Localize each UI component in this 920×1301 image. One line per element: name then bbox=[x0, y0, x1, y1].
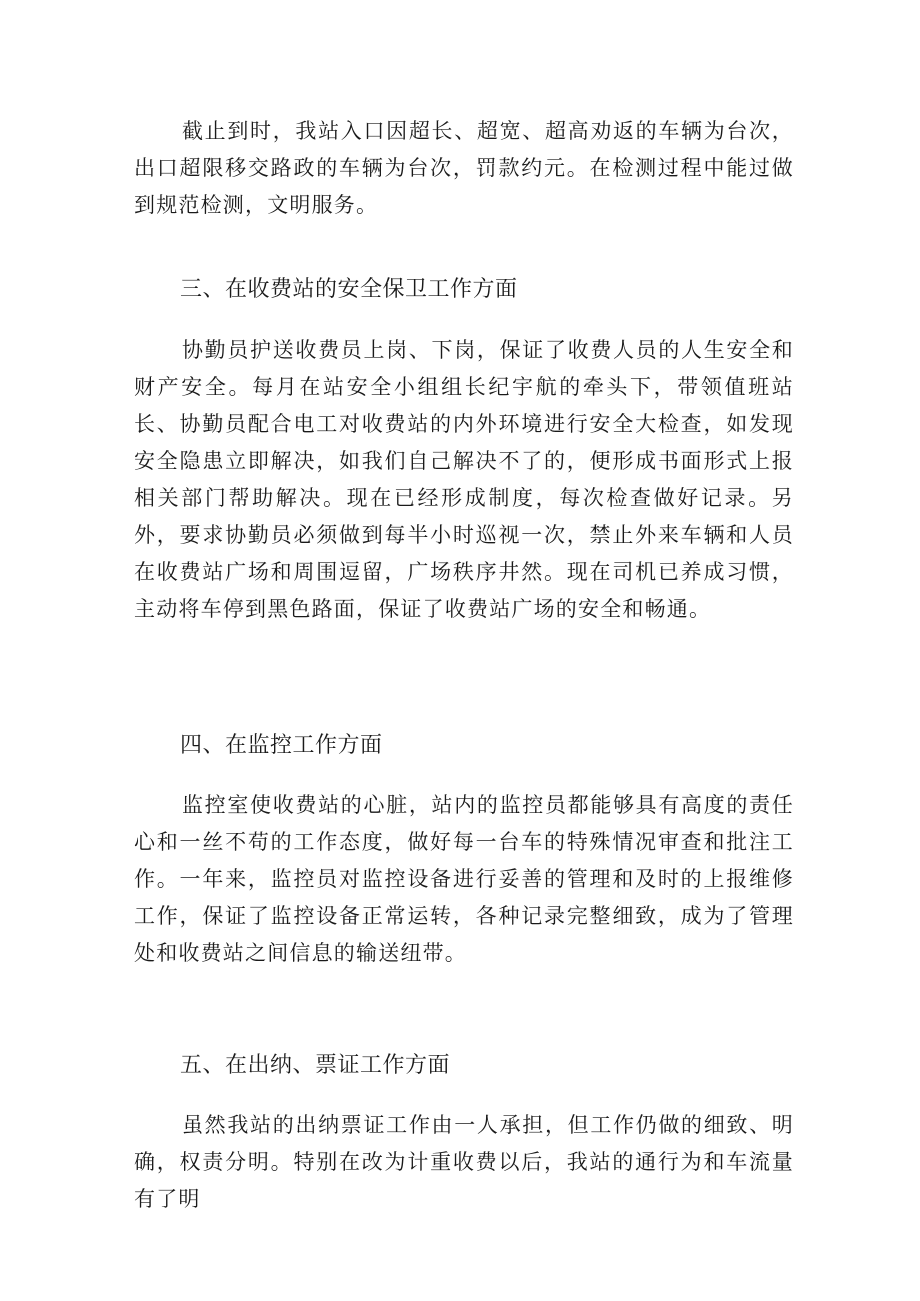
paragraph-overload-inspection: 截止到时，我站入口因超长、超宽、超高劝返的车辆为台次，出口超限移交路政的车辆为台次，罚款约元。在检测过程中能过做到规范检测，文明服务。 bbox=[134, 119, 794, 217]
heading-monitoring-work: 四、在监控工作方面 bbox=[180, 733, 383, 758]
heading-security-work: 三、在收费站的安全保卫工作方面 bbox=[180, 277, 518, 302]
paragraph-security-work: 协勤员护送收费员上岗、下岗，保证了收费人员的人生安全和财产安全。每月在站安全小组组长纪宇航的牵头下，带领值班站长、协勤员配合电工对收费站的内外环境进行安全大检查，如发现安全隐患立即解决，如我们自己解决不了的，便形成书面形式上报相关部门帮助解决。现在已经形成制度，每次检查做好记录。另外，要求协勤员必须做到每半小时巡视一次，禁止外来车辆和人员在收费站广场和周围逗留，广场秩序井然。现在司机已养成习惯，主动将车停到黑色路面，保证了收费站广场的安全和畅通。 bbox=[134, 338, 794, 621]
paragraph-monitoring-work: 监控室使收费站的心脏，站内的监控员都能够具有高度的责任心和一丝不苟的工作态度，做好每一台车的特殊情况审查和批注工作。一年来，监控员对监控设备进行妥善的管理和及时的上报维修工作，保证了监控设备正常运转，各种记录完整细致，成为了管理处和收费站之间信息的输送纽带。 bbox=[134, 793, 794, 965]
paragraph-cashier-ticket-work: 虽然我站的出纳票证工作由一人承担，但工作仍做的细致、明确，权责分明。特别在改为计重收费以后，我站的通行为和车流量有了明 bbox=[134, 1113, 794, 1211]
heading-cashier-ticket-work: 五、在出纳、票证工作方面 bbox=[180, 1053, 451, 1078]
